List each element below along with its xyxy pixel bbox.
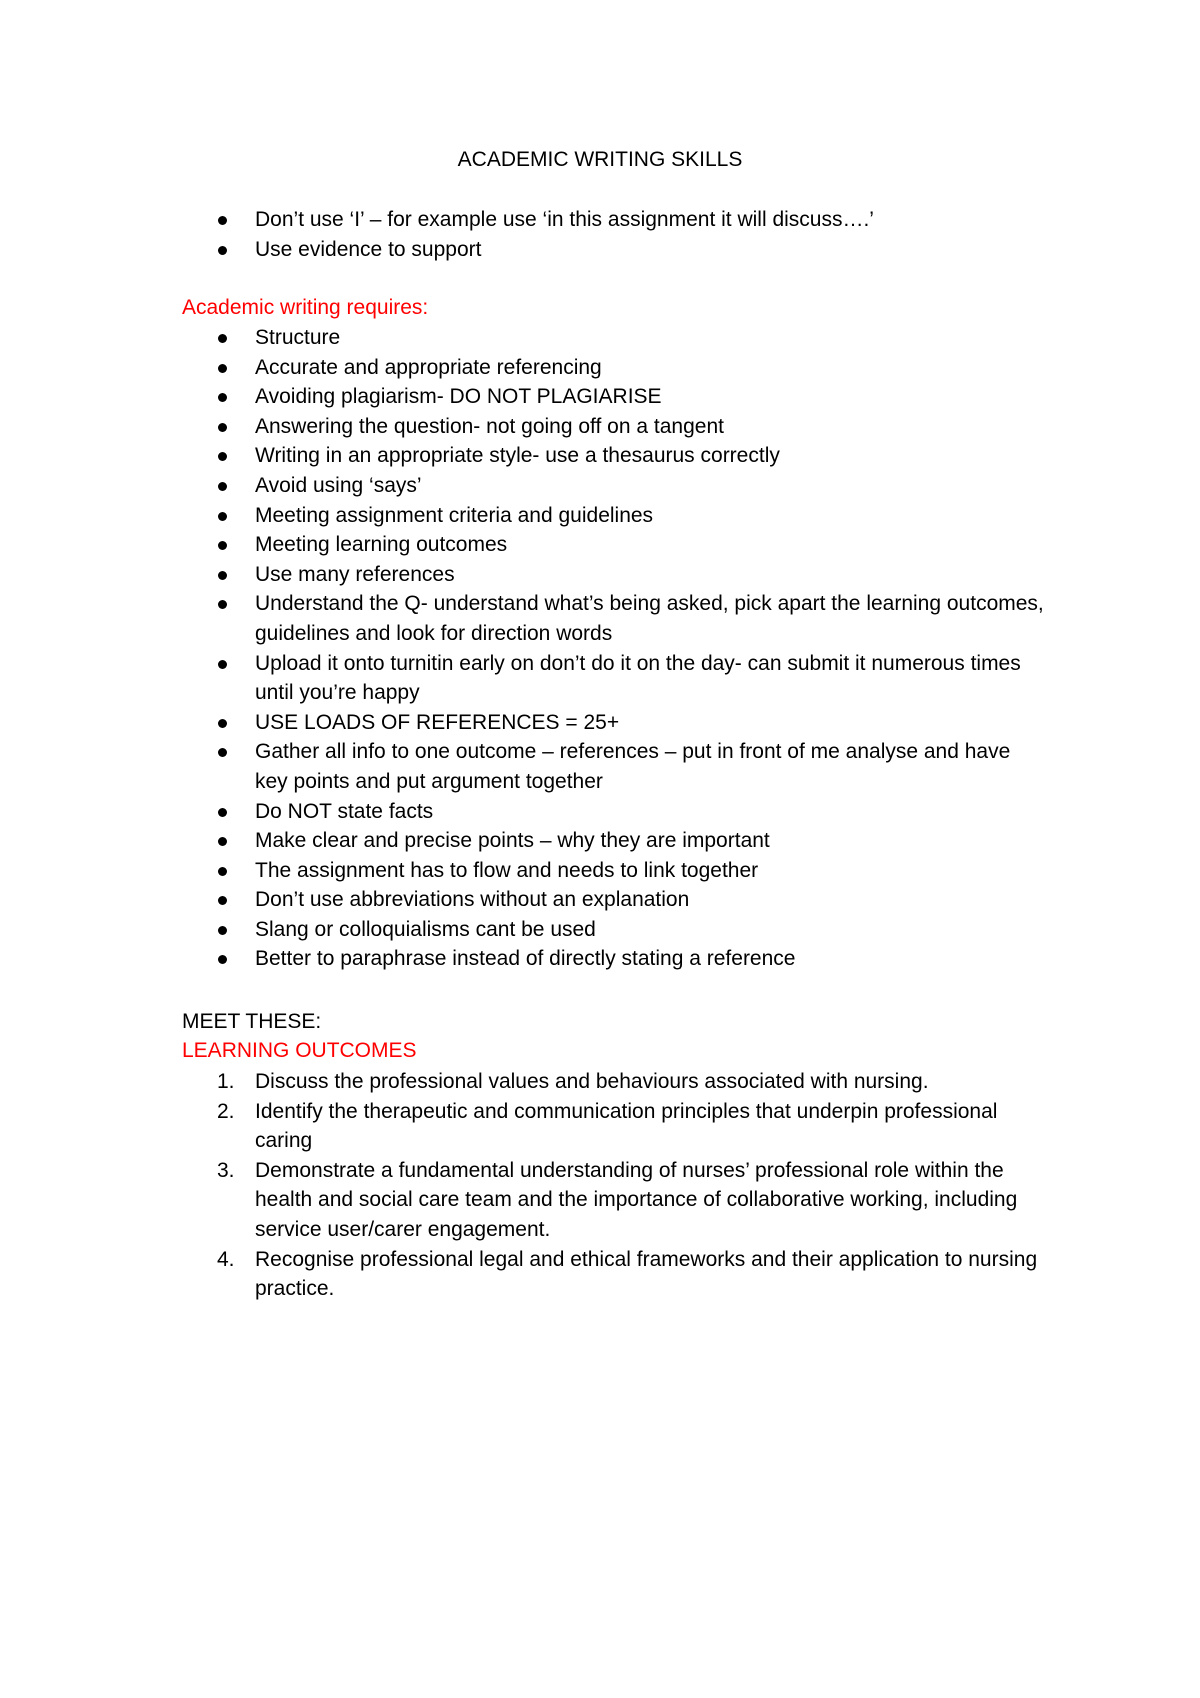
- list-item-text: Discuss the professional values and behaviours associated with nursing.: [255, 1070, 929, 1093]
- list-item-text: Use many references: [255, 562, 455, 586]
- list-item: [255, 323, 1045, 353]
- list-item: [217, 1097, 1045, 1156]
- list-item-text: Use evidence to support: [255, 237, 482, 261]
- list-item-text: Understand the Q- understand what’s being asked, pick apart the learning outcomes, guidelines and look for direction words: [255, 592, 1044, 645]
- bullet-icon: [218, 423, 227, 432]
- learning-outcomes-heading: LEARNING OUTCOMES: [182, 1039, 417, 1062]
- list-item: [255, 412, 1045, 442]
- bullet-icon: [218, 719, 227, 728]
- list-item-text: Don’t use abbreviations without an explanation: [255, 888, 690, 912]
- list-item-text: Accurate and appropriate referencing: [255, 355, 602, 379]
- meet-these-label: MEET THESE:: [182, 1010, 322, 1033]
- list-item: [255, 915, 1045, 945]
- bullet-icon: [218, 246, 227, 255]
- list-item-text: The assignment has to flow and needs to link together: [255, 858, 759, 882]
- list-item-text: Structure: [255, 326, 341, 349]
- bullet-icon: [218, 482, 227, 491]
- list-item-text: Demonstrate a fundamental understanding of nurses’ professional role within the health and social care team and the importance of collaborative working, including service user/carer engagement.: [255, 1158, 1018, 1241]
- list-item: [255, 944, 1045, 974]
- list-item-text: Make clear and precise points – why they are important: [255, 829, 770, 853]
- list-item-text: Answering the question- not going off on a tangent: [255, 414, 724, 438]
- list-item: [255, 737, 1045, 796]
- list-item: [255, 353, 1045, 383]
- list-item: [255, 560, 1045, 590]
- list-item-text: USE LOADS OF REFERENCES = 25+: [255, 710, 620, 734]
- bullet-icon: [218, 216, 227, 225]
- bullet-icon: [218, 393, 227, 402]
- list-item-number: 3.: [217, 1158, 235, 1182]
- bullet-icon: [218, 660, 227, 669]
- list-item: [217, 1156, 1045, 1245]
- list-item-text: Slang or colloquialisms cant be used: [255, 917, 596, 941]
- bullet-icon: [218, 808, 227, 817]
- bullet-icon: [218, 541, 227, 550]
- document-title: ACADEMIC WRITING SKILLS: [457, 148, 743, 171]
- list-item: [255, 708, 1045, 738]
- list-item: [255, 382, 1045, 412]
- requires-bullet-list: [255, 323, 1045, 974]
- bullet-icon: [218, 512, 227, 521]
- list-item-text: Writing in an appropriate style- use a thesaurus correctly: [255, 444, 780, 468]
- intro-bullet-list: [255, 205, 1045, 264]
- requires-heading: Academic writing requires:: [182, 296, 429, 319]
- list-item-text: Better to paraphrase instead of directly stating a reference: [255, 947, 796, 971]
- list-item: [255, 797, 1045, 827]
- bullet-icon: [218, 837, 227, 846]
- list-item-text: Identify the therapeutic and communication principles that underpin professional caring: [255, 1099, 998, 1153]
- bullet-icon: [218, 748, 227, 757]
- list-item-text: Do NOT state facts: [255, 799, 434, 823]
- learning-outcomes-list: [217, 1067, 1045, 1304]
- list-item-text: Don’t use ‘I’ – for example use ‘in this assignment it will discuss….’: [255, 208, 874, 231]
- list-item: [255, 589, 1045, 648]
- list-item-text: Upload it onto turnitin early on don’t do it on the day- can submit it numerous times until you’re happy: [255, 651, 1021, 705]
- list-item: [255, 826, 1045, 856]
- list-item-number: 1.: [217, 1070, 235, 1093]
- list-item-text: Avoiding plagiarism- DO NOT PLAGIARISE: [255, 385, 662, 409]
- list-item: [255, 649, 1045, 708]
- bullet-icon: [218, 571, 227, 580]
- bullet-icon: [218, 955, 227, 964]
- list-item: [255, 501, 1045, 531]
- list-item-text: Recognise professional legal and ethical frameworks and their application to nursing practice.: [255, 1247, 1038, 1301]
- bullet-icon: [218, 896, 227, 905]
- bullet-icon: [218, 600, 227, 609]
- bullet-icon: [218, 452, 227, 461]
- list-item-text: Gather all info to one outcome – references – put in front of me analyse and have key points and put argument together: [255, 740, 1011, 793]
- list-item-number: 2.: [217, 1099, 235, 1123]
- bullet-icon: [218, 867, 227, 876]
- list-item-text: Avoid using ‘says’: [255, 473, 422, 497]
- list-item-number: 4.: [217, 1247, 235, 1271]
- bullet-icon: [218, 334, 227, 343]
- list-item: [255, 205, 1045, 235]
- bullet-icon: [218, 364, 227, 373]
- list-item: [255, 471, 1045, 501]
- list-item: [255, 235, 1045, 265]
- list-item: [217, 1067, 1045, 1097]
- list-item-text: Meeting learning outcomes: [255, 533, 508, 557]
- list-item: [255, 441, 1045, 471]
- bullet-icon: [218, 926, 227, 935]
- list-item: [217, 1245, 1045, 1304]
- list-item-text: Meeting assignment criteria and guidelines: [255, 503, 654, 527]
- list-item: [255, 885, 1045, 915]
- list-item: [255, 530, 1045, 560]
- list-item: [255, 856, 1045, 886]
